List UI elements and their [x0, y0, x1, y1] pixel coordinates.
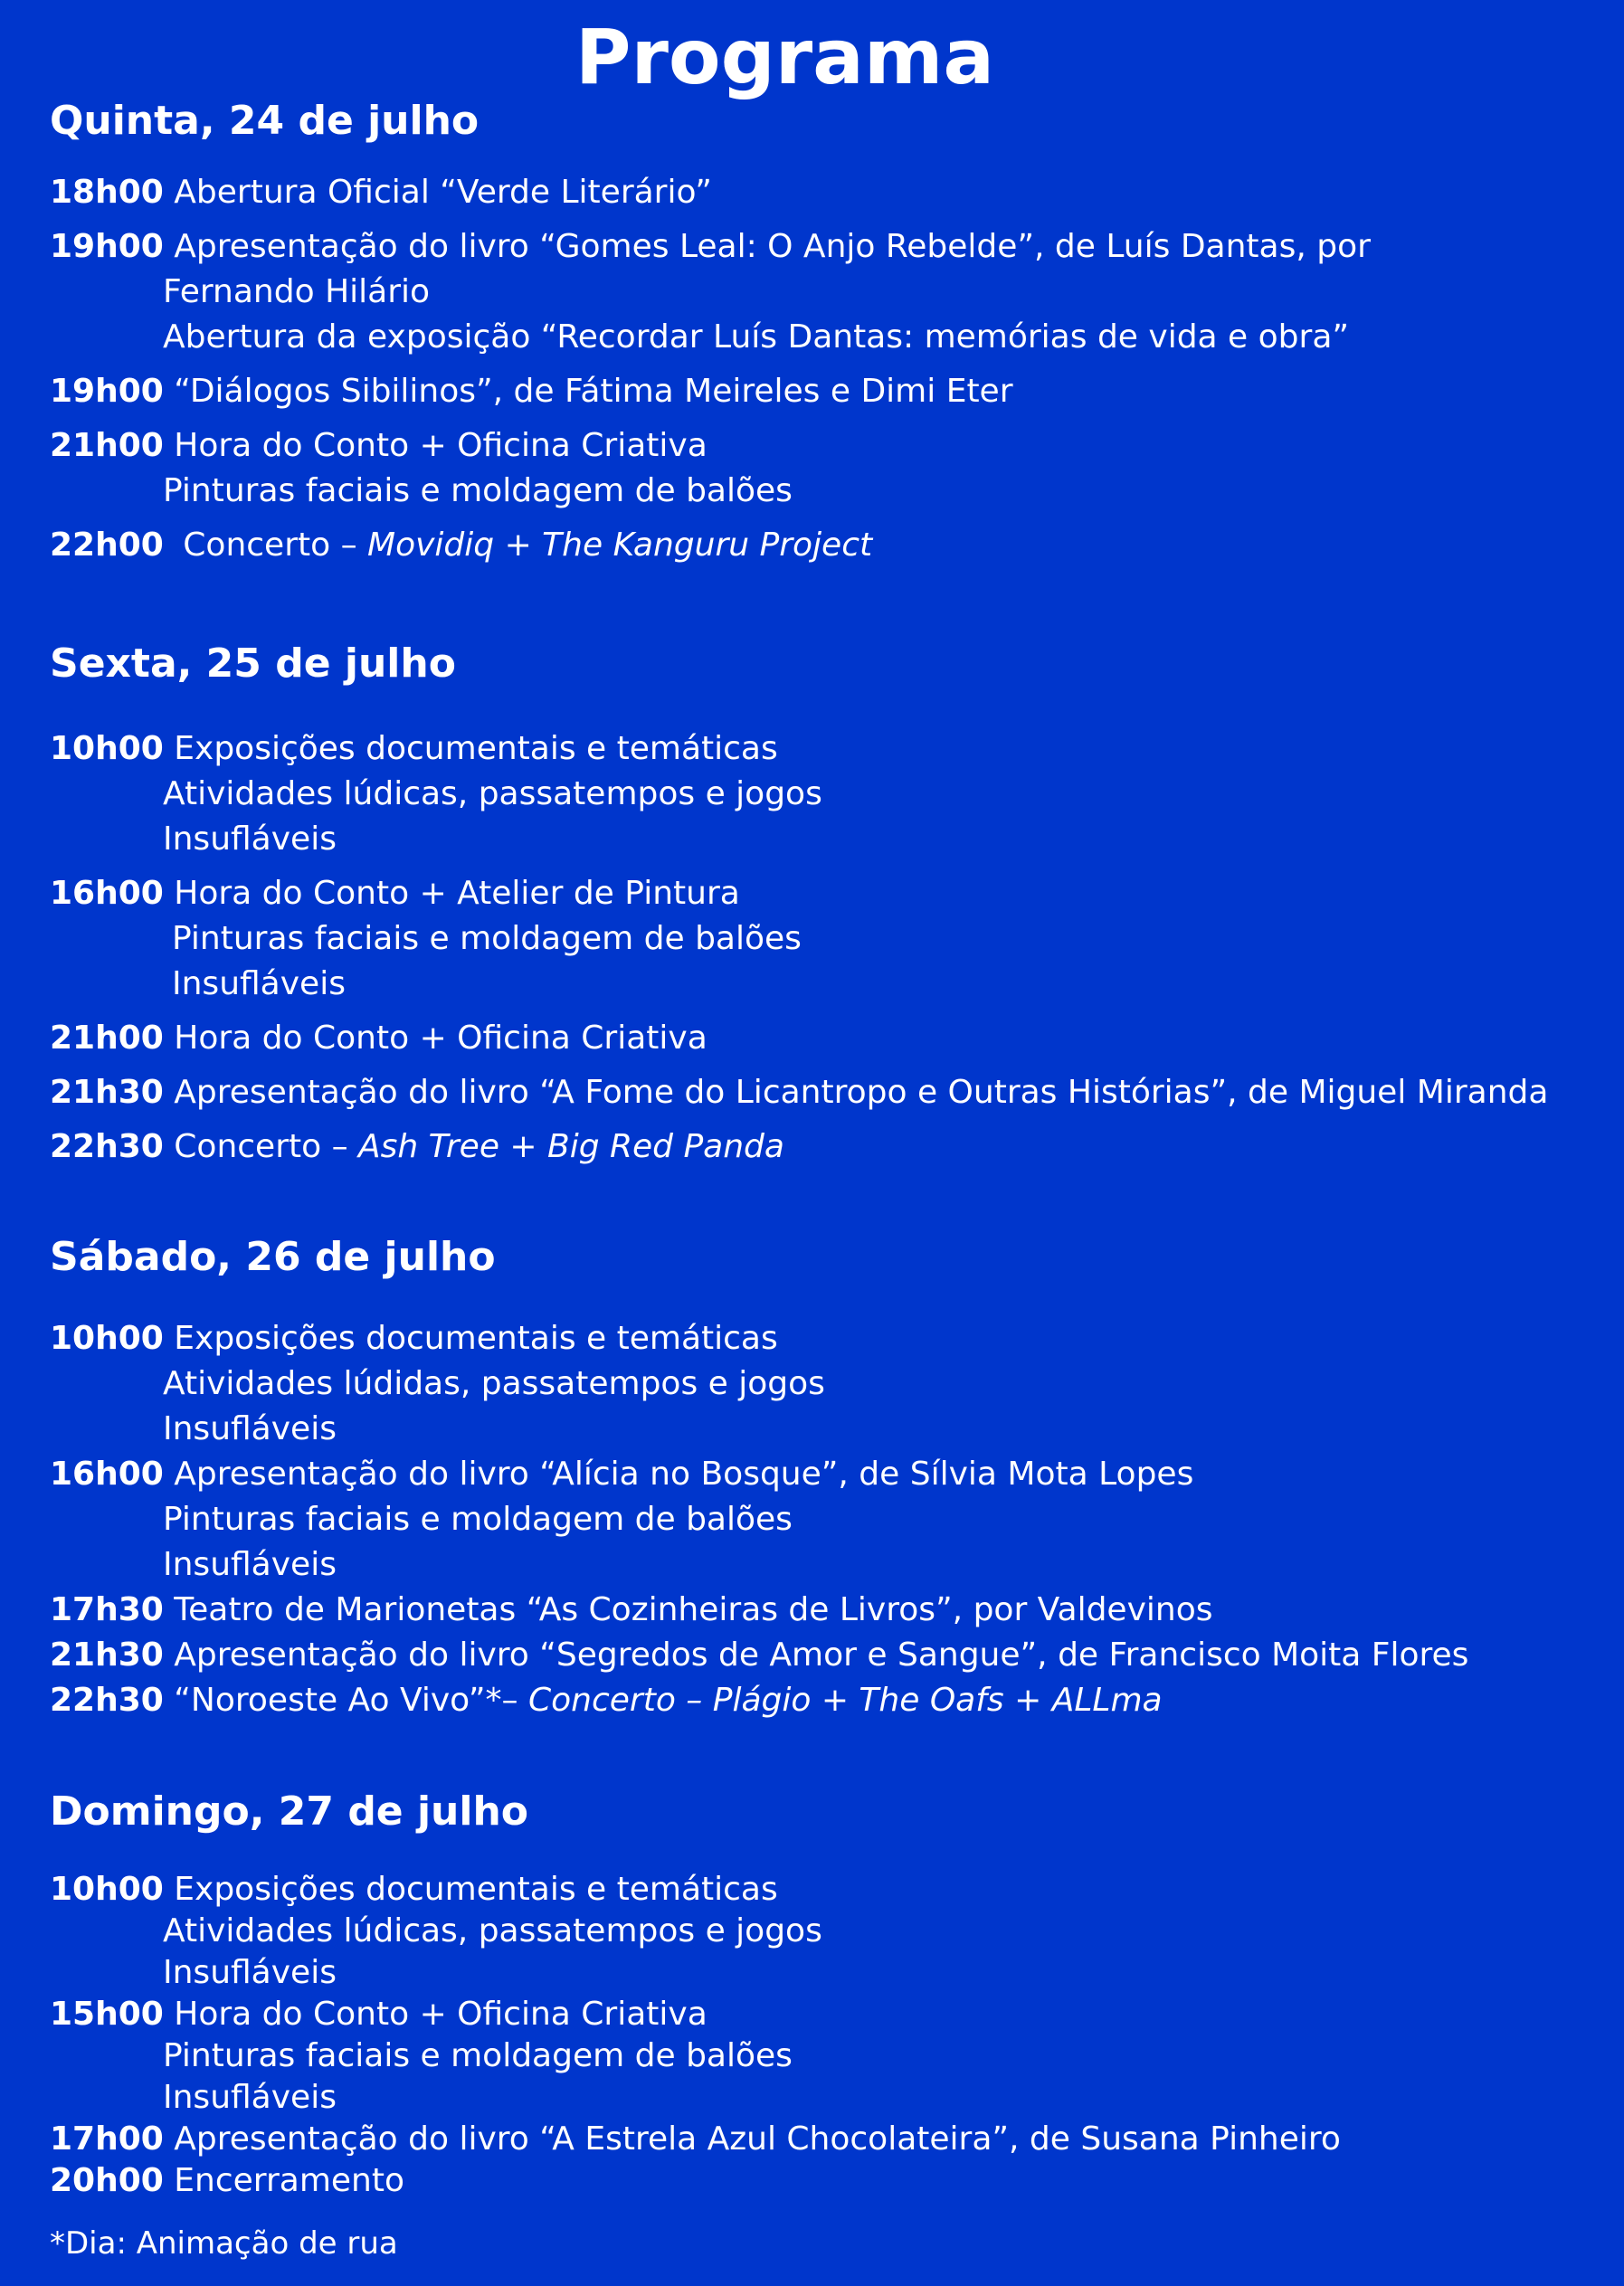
item-time: 16h00 [50, 1456, 164, 1493]
schedule-item [50, 871, 740, 916]
item-time: 22h30 [50, 1682, 164, 1719]
schedule-item [50, 2158, 404, 2204]
item-time: 18h00 [50, 174, 164, 211]
item-text: Concerto – [183, 526, 368, 564]
item-text: Concerto – [174, 1128, 359, 1165]
item-continuation: Atividades lúdicas, passatempos e jogos [163, 1912, 822, 1949]
item-text: Teatro de Marionetas “As Cozinheiras de Livros”, por Valdevinos [174, 1591, 1213, 1628]
item-time: 21h00 [50, 1020, 164, 1057]
item-time: 17h00 [50, 2120, 164, 2158]
item-text: Exposições documentais e temáticas [174, 1320, 778, 1357]
day-heading-sexta [50, 639, 1588, 689]
item-time: 10h00 [50, 1320, 164, 1357]
item-time: 19h00 [50, 373, 164, 410]
item-time: 10h00 [50, 730, 164, 767]
item-continuation: Pinturas faciais e moldagem de balões [163, 472, 793, 509]
item-text: Exposições documentais e temáticas [174, 1871, 778, 1908]
schedule-item [50, 1867, 778, 1912]
schedule-item [50, 224, 1371, 270]
item-continuation: Pinturas faciais e moldagem de balões [163, 1501, 793, 1538]
item-time: 21h00 [50, 427, 164, 464]
item-continuation: Insufláveis [163, 2079, 337, 2116]
day-heading-quinta [50, 96, 1588, 147]
schedule-item [50, 423, 708, 469]
item-text: Abertura Oficial “Verde Literário” [174, 174, 712, 211]
schedule-item [50, 1016, 708, 1061]
item-time: 22h30 [50, 1128, 164, 1165]
schedule-item [50, 1588, 1212, 1633]
schedule-item [50, 1452, 1193, 1497]
item-text: Apresentação do livro “A Estrela Azul Chocolateira”, de Susana Pinheiro [174, 2120, 1341, 2158]
page-title: Programa [575, 13, 995, 101]
item-time: 17h30 [50, 1591, 164, 1628]
schedule-item [50, 369, 1013, 414]
item-text: Hora do Conto + Oficina Criativa [174, 1996, 708, 2033]
item-continuation: Insufláveis [163, 820, 337, 858]
item-time: 21h30 [50, 1074, 164, 1111]
item-continuation: Insufláveis [163, 1546, 337, 1583]
item-text: Apresentação do livro “Segredos de Amor e Sangue”, de Francisco Moita Flores [174, 1636, 1469, 1674]
footnote: *Dia: Animação de rua [50, 2225, 398, 2262]
item-time: 20h00 [50, 2162, 164, 2199]
schedule-item [50, 2117, 1341, 2162]
schedule-item [50, 1316, 778, 1361]
item-continuation: Fernando Hilário [163, 273, 431, 310]
item-continuation: Atividades lúdidas, passatempos e jogos [163, 1365, 825, 1402]
item-text-italic: Concerto – Plágio + The Oafs + ALLma [527, 1682, 1163, 1719]
schedule-item [50, 1678, 1163, 1723]
item-text-italic: Ash Tree + Big Red Panda [358, 1128, 784, 1165]
item-text: Hora do Conto + Atelier de Pintura [174, 875, 740, 912]
item-continuation: Abertura da exposição “Recordar Luís Dantas: memórias de vida e obra” [163, 318, 1350, 356]
item-text: Hora do Conto + Oficina Criativa [174, 1020, 708, 1057]
item-text: Hora do Conto + Oficina Criativa [174, 427, 708, 464]
day-heading: Sexta, 25 de julho [50, 640, 456, 687]
day-heading: Domingo, 27 de julho [50, 1788, 529, 1835]
item-time: 10h00 [50, 1871, 164, 1908]
day-heading-sabado [50, 1232, 1588, 1283]
item-text: “Diálogos Sibilinos”, de Fátima Meireles e Dimi Eter [174, 373, 1013, 410]
schedule-item [50, 170, 712, 215]
schedule-item [50, 1124, 784, 1170]
item-continuation: Insufláveis [172, 965, 346, 1002]
schedule-item [50, 726, 778, 772]
item-text: Exposições documentais e temáticas [174, 730, 778, 767]
item-continuation: Atividades lúdicas, passatempos e jogos [163, 775, 822, 812]
item-time: 15h00 [50, 1996, 164, 2033]
item-text: Apresentação do livro “Gomes Leal: O Anjo Rebelde”, de Luís Dantas, por [174, 228, 1371, 265]
item-text: Encerramento [174, 2162, 404, 2199]
item-time: 19h00 [50, 228, 164, 265]
schedule-item [50, 523, 872, 568]
schedule-item [50, 1070, 1548, 1115]
item-time: 21h30 [50, 1636, 164, 1674]
day-heading: Sábado, 26 de julho [50, 1234, 496, 1280]
item-text-italic: Movidiq + The Kanguru Project [367, 526, 873, 564]
schedule-item [50, 1633, 1468, 1678]
item-text: “Noroeste Ao Vivo”*– [174, 1682, 528, 1719]
item-continuation: Pinturas faciais e moldagem de balões [163, 2037, 793, 2074]
item-continuation: Insufláveis [163, 1954, 337, 1991]
item-text: Apresentação do livro “A Fome do Licantropo e Outras Histórias”, de Miguel Miranda [174, 1074, 1549, 1111]
item-text: Apresentação do livro “Alícia no Bosque”, de Sílvia Mota Lopes [174, 1456, 1194, 1493]
schedule-item [50, 1992, 708, 2037]
item-time: 16h00 [50, 875, 164, 912]
day-heading-domingo [50, 1787, 1588, 1837]
item-time: 22h00 [50, 526, 164, 564]
item-continuation: Pinturas faciais e moldagem de balões [172, 920, 802, 957]
day-heading: Quinta, 24 de julho [50, 98, 480, 144]
item-continuation: Insufláveis [163, 1410, 337, 1447]
